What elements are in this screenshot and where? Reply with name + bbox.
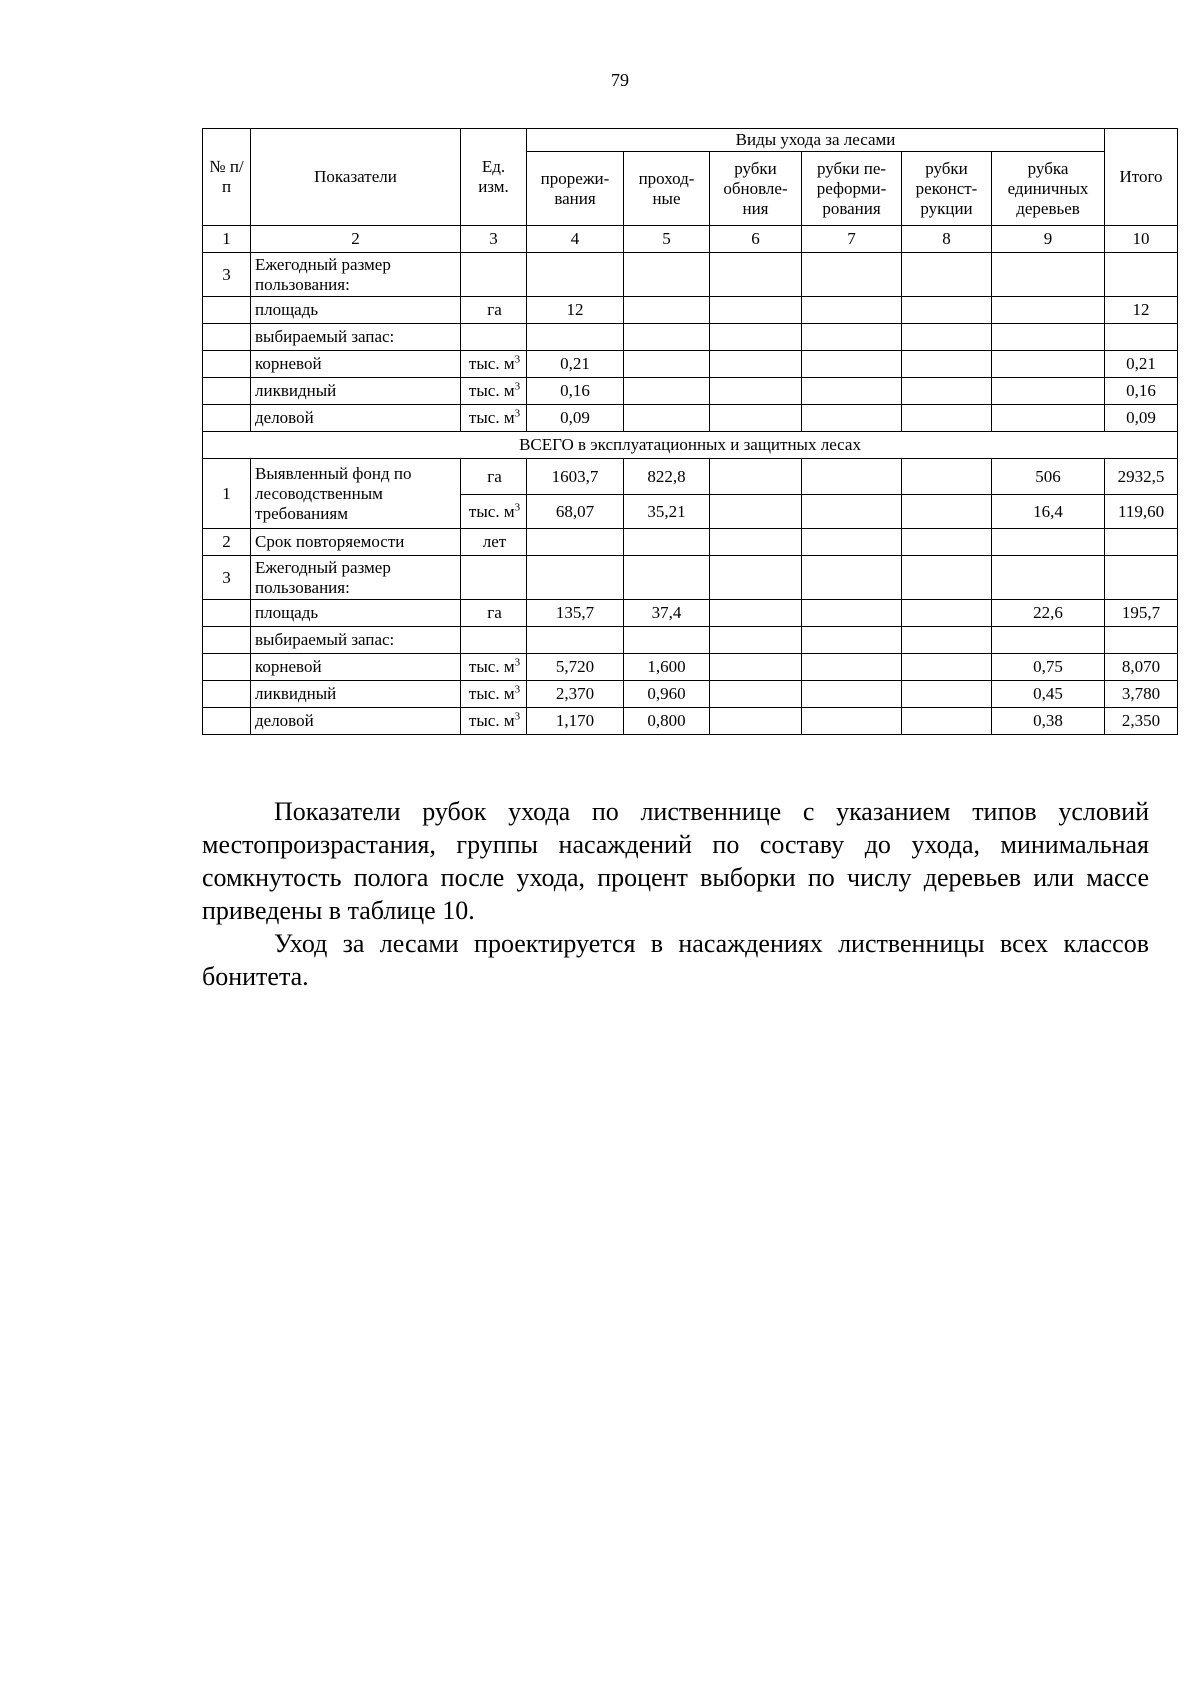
paragraph: Показатели рубок ухода по лиственнице с указанием типов условий местопроизрастания, группы насаждений по составу до ухода, минимальная сомкнутость полога после ухода, процент выборки по числу деревьев или массе приведены в таблице 10. — [202, 797, 1149, 925]
col-number: 3 — [461, 226, 527, 253]
value-cell — [802, 378, 902, 405]
value-cell — [624, 529, 710, 556]
section-title-row — [203, 432, 1178, 459]
paragraph: Уход за лесами проектируется в насаждениях лиственницы всех классов бонитета. — [202, 929, 1149, 991]
value-cell — [992, 378, 1105, 405]
unit-cell — [461, 708, 527, 735]
table-row — [203, 378, 1178, 405]
row-label: ликвидный — [251, 378, 461, 405]
body-text — [202, 795, 1149, 993]
col-number: 7 — [802, 226, 902, 253]
page-number: 79 — [611, 70, 629, 90]
value-cell: 0,960 — [624, 681, 710, 708]
unit-cell — [461, 627, 527, 654]
row-label: ликвидный — [251, 681, 461, 708]
unit-text: тыс. м — [468, 381, 515, 400]
value-cell — [710, 529, 802, 556]
value-cell — [710, 253, 802, 297]
value-cell — [992, 324, 1105, 351]
unit-text: лет — [482, 532, 507, 551]
unit-cell — [461, 600, 527, 627]
value-cell — [1105, 529, 1178, 556]
value-cell: 16,4 — [992, 495, 1105, 529]
row-number: 1 — [203, 459, 251, 529]
value-cell: 822,8 — [624, 459, 710, 495]
row-number — [203, 600, 251, 627]
row-number: 3 — [203, 253, 251, 297]
header-types-group: Виды ухода за лесами — [527, 129, 1105, 152]
value-cell: 3,780 — [1105, 681, 1178, 708]
row-number — [203, 378, 251, 405]
table-row — [203, 708, 1178, 735]
value-cell — [902, 708, 992, 735]
unit-cell — [461, 681, 527, 708]
col-number: 6 — [710, 226, 802, 253]
value-cell: 22,6 — [992, 600, 1105, 627]
col-number: 9 — [992, 226, 1105, 253]
value-cell: 0,75 — [992, 654, 1105, 681]
value-cell — [624, 378, 710, 405]
unit-cell — [461, 253, 527, 297]
value-cell — [992, 529, 1105, 556]
header-unit: Ед. изм. — [461, 129, 527, 226]
unit-cell — [461, 459, 527, 495]
value-cell — [902, 378, 992, 405]
value-cell: 12 — [1105, 297, 1178, 324]
value-cell: 0,16 — [1105, 378, 1178, 405]
table-row — [203, 627, 1178, 654]
value-cell — [902, 654, 992, 681]
value-cell — [710, 405, 802, 432]
col-number: 10 — [1105, 226, 1178, 253]
value-cell: 0,21 — [527, 351, 624, 378]
row-label: деловой — [251, 405, 461, 432]
unit-superscript: 3 — [514, 380, 521, 393]
value-cell — [902, 681, 992, 708]
header-type-reconstruction: рубки реконст-рукции — [902, 152, 992, 226]
value-cell: 2932,5 — [1105, 459, 1178, 495]
unit-cell — [461, 556, 527, 600]
value-cell: 119,60 — [1105, 495, 1178, 529]
value-cell — [624, 297, 710, 324]
value-cell — [710, 459, 802, 495]
value-cell — [902, 405, 992, 432]
row-label: выбираемый запас: — [251, 324, 461, 351]
forest-care-table — [202, 128, 1178, 735]
column-numbers-row — [203, 226, 1178, 253]
value-cell — [527, 627, 624, 654]
unit-text: тыс. м — [468, 408, 515, 427]
value-cell — [624, 627, 710, 654]
unit-superscript: 3 — [514, 407, 521, 420]
col-number: 4 — [527, 226, 624, 253]
unit-cell — [461, 378, 527, 405]
row-number — [203, 351, 251, 378]
value-cell — [802, 459, 902, 495]
table-row — [203, 324, 1178, 351]
value-cell — [624, 556, 710, 600]
unit-superscript: 3 — [514, 710, 521, 723]
unit-text: тыс. м — [468, 501, 515, 521]
value-cell — [1105, 556, 1178, 600]
value-cell — [902, 600, 992, 627]
value-cell — [527, 556, 624, 600]
unit-text: тыс. м — [468, 354, 515, 373]
value-cell — [527, 529, 624, 556]
value-cell — [624, 351, 710, 378]
row-number — [203, 654, 251, 681]
unit-superscript: 3 — [514, 353, 521, 366]
value-cell: 2,370 — [527, 681, 624, 708]
value-cell — [902, 351, 992, 378]
value-cell — [1105, 324, 1178, 351]
unit-text: тыс. м — [468, 711, 515, 730]
table-row — [203, 459, 1178, 495]
row-label: деловой — [251, 708, 461, 735]
value-cell: 1603,7 — [527, 459, 624, 495]
value-cell: 37,4 — [624, 600, 710, 627]
value-cell — [802, 600, 902, 627]
table-row — [203, 297, 1178, 324]
value-cell — [902, 459, 992, 495]
value-cell — [710, 324, 802, 351]
value-cell — [802, 529, 902, 556]
row-label: выбираемый запас: — [251, 627, 461, 654]
value-cell — [802, 654, 902, 681]
value-cell: 0,09 — [1105, 405, 1178, 432]
value-cell — [902, 529, 992, 556]
value-cell — [902, 495, 992, 529]
unit-cell — [461, 405, 527, 432]
value-cell — [710, 495, 802, 529]
header-type-thinning: прорежи-вания — [527, 152, 624, 226]
row-label: площадь — [251, 600, 461, 627]
col-number: 5 — [624, 226, 710, 253]
header-type-single-trees: рубка единичных деревьев — [992, 152, 1105, 226]
row-label: Ежегодный размер пользования: — [251, 556, 461, 600]
value-cell — [527, 324, 624, 351]
value-cell — [802, 297, 902, 324]
table-row — [203, 351, 1178, 378]
value-cell — [992, 627, 1105, 654]
value-cell — [902, 627, 992, 654]
value-cell: 0,45 — [992, 681, 1105, 708]
value-cell — [802, 405, 902, 432]
unit-superscript: 3 — [514, 683, 521, 696]
value-cell — [624, 324, 710, 351]
value-cell — [1105, 627, 1178, 654]
unit-superscript: 3 — [514, 500, 521, 513]
unit-text: га — [487, 300, 502, 319]
table-row — [203, 654, 1178, 681]
value-cell — [710, 627, 802, 654]
unit-cell — [461, 495, 527, 529]
row-number — [203, 297, 251, 324]
value-cell: 1,600 — [624, 654, 710, 681]
value-cell: 0,21 — [1105, 351, 1178, 378]
table-row — [203, 681, 1178, 708]
value-cell — [902, 556, 992, 600]
row-number — [203, 324, 251, 351]
value-cell — [710, 351, 802, 378]
row-label: Ежегодный размер пользования: — [251, 253, 461, 297]
value-cell: 68,07 — [527, 495, 624, 529]
header-num: № п/п — [203, 129, 251, 226]
header-type-renewal: рубки обновле-ния — [710, 152, 802, 226]
row-number: 3 — [203, 556, 251, 600]
value-cell — [992, 556, 1105, 600]
unit-cell — [461, 324, 527, 351]
unit-cell — [461, 529, 527, 556]
col-number: 2 — [251, 226, 461, 253]
value-cell — [992, 351, 1105, 378]
table-row — [203, 600, 1178, 627]
value-cell — [710, 600, 802, 627]
header-type-reformation: рубки пе-реформи-рования — [802, 152, 902, 226]
unit-cell — [461, 297, 527, 324]
value-cell: 0,16 — [527, 378, 624, 405]
value-cell — [710, 681, 802, 708]
value-cell — [527, 253, 624, 297]
table-row — [203, 253, 1178, 297]
unit-superscript: 3 — [514, 656, 521, 669]
value-cell — [710, 556, 802, 600]
value-cell — [802, 253, 902, 297]
value-cell: 506 — [992, 459, 1105, 495]
value-cell — [802, 324, 902, 351]
value-cell — [992, 405, 1105, 432]
row-number — [203, 405, 251, 432]
value-cell — [902, 297, 992, 324]
table-row — [203, 556, 1178, 600]
value-cell: 5,720 — [527, 654, 624, 681]
header-total: Итого — [1105, 129, 1178, 226]
value-cell: 8,070 — [1105, 654, 1178, 681]
header-type-passing: проход-ные — [624, 152, 710, 226]
value-cell — [1105, 253, 1178, 297]
value-cell — [802, 495, 902, 529]
col-number: 1 — [203, 226, 251, 253]
row-label: корневой — [251, 351, 461, 378]
row-label: корневой — [251, 654, 461, 681]
row-label: площадь — [251, 297, 461, 324]
value-cell — [802, 627, 902, 654]
value-cell: 0,38 — [992, 708, 1105, 735]
row-number — [203, 627, 251, 654]
unit-text: га — [487, 603, 502, 622]
row-number: 2 — [203, 529, 251, 556]
value-cell — [802, 681, 902, 708]
row-number — [203, 681, 251, 708]
value-cell — [624, 253, 710, 297]
row-label: Срок повторяемости — [251, 529, 461, 556]
value-cell — [992, 253, 1105, 297]
unit-cell — [461, 351, 527, 378]
unit-text: тыс. м — [468, 684, 515, 703]
value-cell: 0,09 — [527, 405, 624, 432]
value-cell: 135,7 — [527, 600, 624, 627]
row-number — [203, 708, 251, 735]
value-cell: 0,800 — [624, 708, 710, 735]
value-cell — [802, 708, 902, 735]
unit-text: тыс. м — [468, 657, 515, 676]
value-cell — [802, 556, 902, 600]
value-cell: 1,170 — [527, 708, 624, 735]
row-label: Выявленный фонд по лесоводственным требованиям — [251, 459, 461, 529]
table-row — [203, 529, 1178, 556]
value-cell — [710, 708, 802, 735]
value-cell — [710, 378, 802, 405]
unit-text: га — [487, 466, 502, 486]
value-cell: 195,7 — [1105, 600, 1178, 627]
value-cell — [902, 253, 992, 297]
value-cell: 35,21 — [624, 495, 710, 529]
value-cell — [710, 654, 802, 681]
header-indicators: Показатели — [251, 129, 461, 226]
value-cell — [624, 405, 710, 432]
col-number: 8 — [902, 226, 992, 253]
value-cell: 2,350 — [1105, 708, 1178, 735]
section-title: ВСЕГО в эксплуатационных и защитных лесах — [203, 432, 1178, 459]
unit-cell — [461, 654, 527, 681]
value-cell — [802, 351, 902, 378]
value-cell — [902, 324, 992, 351]
value-cell: 12 — [527, 297, 624, 324]
value-cell — [710, 297, 802, 324]
table-row — [203, 405, 1178, 432]
value-cell — [992, 297, 1105, 324]
